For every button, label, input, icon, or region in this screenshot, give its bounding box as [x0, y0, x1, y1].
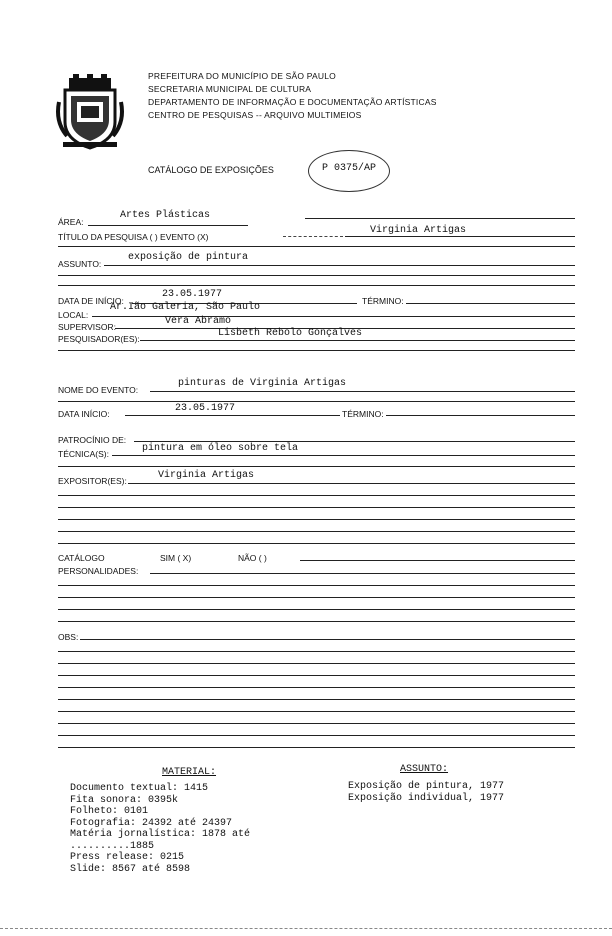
local-label: LOCAL: [58, 310, 89, 320]
area-value: Artes Plásticas [120, 210, 211, 221]
assunto-value: exposição de pintura [128, 252, 249, 263]
catalogo-nao: NÃO ( ) [238, 553, 267, 563]
header-line-1: PREFEITURA DO MUNICÍPIO DE SÃO PAULO [148, 71, 336, 81]
material-item: ..........1885 [70, 840, 155, 852]
obs-label: OBS: [58, 632, 79, 642]
titulo-value: Virginia Artigas [370, 225, 467, 236]
data-inicio2-label: DATA INÍCIO: [58, 409, 110, 419]
material-item: Matéria jornalística: 1878 até [70, 829, 251, 840]
patrocinio-label: PATROCÍNIO DE: [58, 435, 127, 445]
data-inicio-value: 23.05.1977 [162, 289, 223, 300]
header-line-2: SECRETARIA MUNICIPAL DE CULTURA [148, 84, 312, 94]
header-line-3: DEPARTAMENTO DE INFORMAÇÃO E DOCUMENTAÇÃO ARTÍSTICAS [148, 97, 437, 107]
expositores-label: EXPOSITOR(ES): [58, 476, 127, 486]
tecnicas-label: TÉCNICA(S): [58, 449, 109, 459]
material-item: Press release: 0215 [70, 852, 185, 863]
termino-label: TÉRMINO: [362, 296, 404, 306]
material-heading: MATERIAL: [162, 767, 217, 778]
termino2-label: TÉRMINO: [342, 409, 384, 419]
area-label: ÁREA: [58, 217, 84, 227]
material-item: Folheto: 0101 [70, 806, 149, 817]
nome-evento-label: NOME DO EVENTO: [58, 385, 139, 395]
header-block [148, 70, 437, 122]
personalidades-label: PERSONALIDADES: [58, 566, 139, 576]
local-value: Ar.Ião Galeria, São Paulo [110, 302, 261, 313]
assunto-list [348, 781, 504, 804]
assunto-item: Exposição individual, 1977 [348, 792, 505, 804]
nome-evento-value: pinturas de Virginia Artigas [178, 378, 347, 389]
header-line-4: CENTRO DE PESQUISAS -- ARQUIVO MULTIMEIOS [148, 110, 362, 120]
coat-of-arms-logo [55, 72, 125, 150]
material-item: Slide: 8567 até 8598 [70, 863, 191, 875]
assunto-item: Exposição de pintura, 1977 [348, 781, 505, 792]
pesquisador-label: PESQUISADOR(ES): [58, 334, 140, 344]
material-item: Fita sonora: 0395k [70, 794, 179, 806]
catalogo-sim: SIM ( X) [160, 553, 192, 563]
pesquisador-value: Lisbeth Rebolo Gonçalves [218, 328, 363, 339]
material-list [70, 783, 250, 875]
tecnicas-value: pintura em óleo sobre tela [142, 443, 299, 454]
assunto-heading: ASSUNTO: [400, 764, 449, 775]
catalogo-label: CATÁLOGO [58, 553, 105, 563]
expositores-value: Virginia Artigas [158, 470, 255, 481]
code-stamp-text: P 0375/AP [322, 163, 377, 174]
bottom-edge-line [0, 928, 612, 929]
material-item: Fotografia: 24392 até 24397 [70, 817, 233, 829]
titulo-label: TÍTULO DA PESQUISA ( ) EVENTO (X) [58, 232, 209, 242]
material-item: Documento textual: 1415 [70, 783, 209, 794]
supervisor-value: Vera Abramo [165, 316, 232, 327]
data-inicio2-value: 23.05.1977 [175, 403, 236, 414]
assunto-label: ASSUNTO: [58, 259, 102, 269]
supervisor-label: SUPERVISOR: [58, 322, 116, 332]
catalog-title: CATÁLOGO DE EXPOSIÇÕES [148, 165, 274, 175]
data-inicio-label: DATA DE INÍCIO: [58, 296, 124, 306]
